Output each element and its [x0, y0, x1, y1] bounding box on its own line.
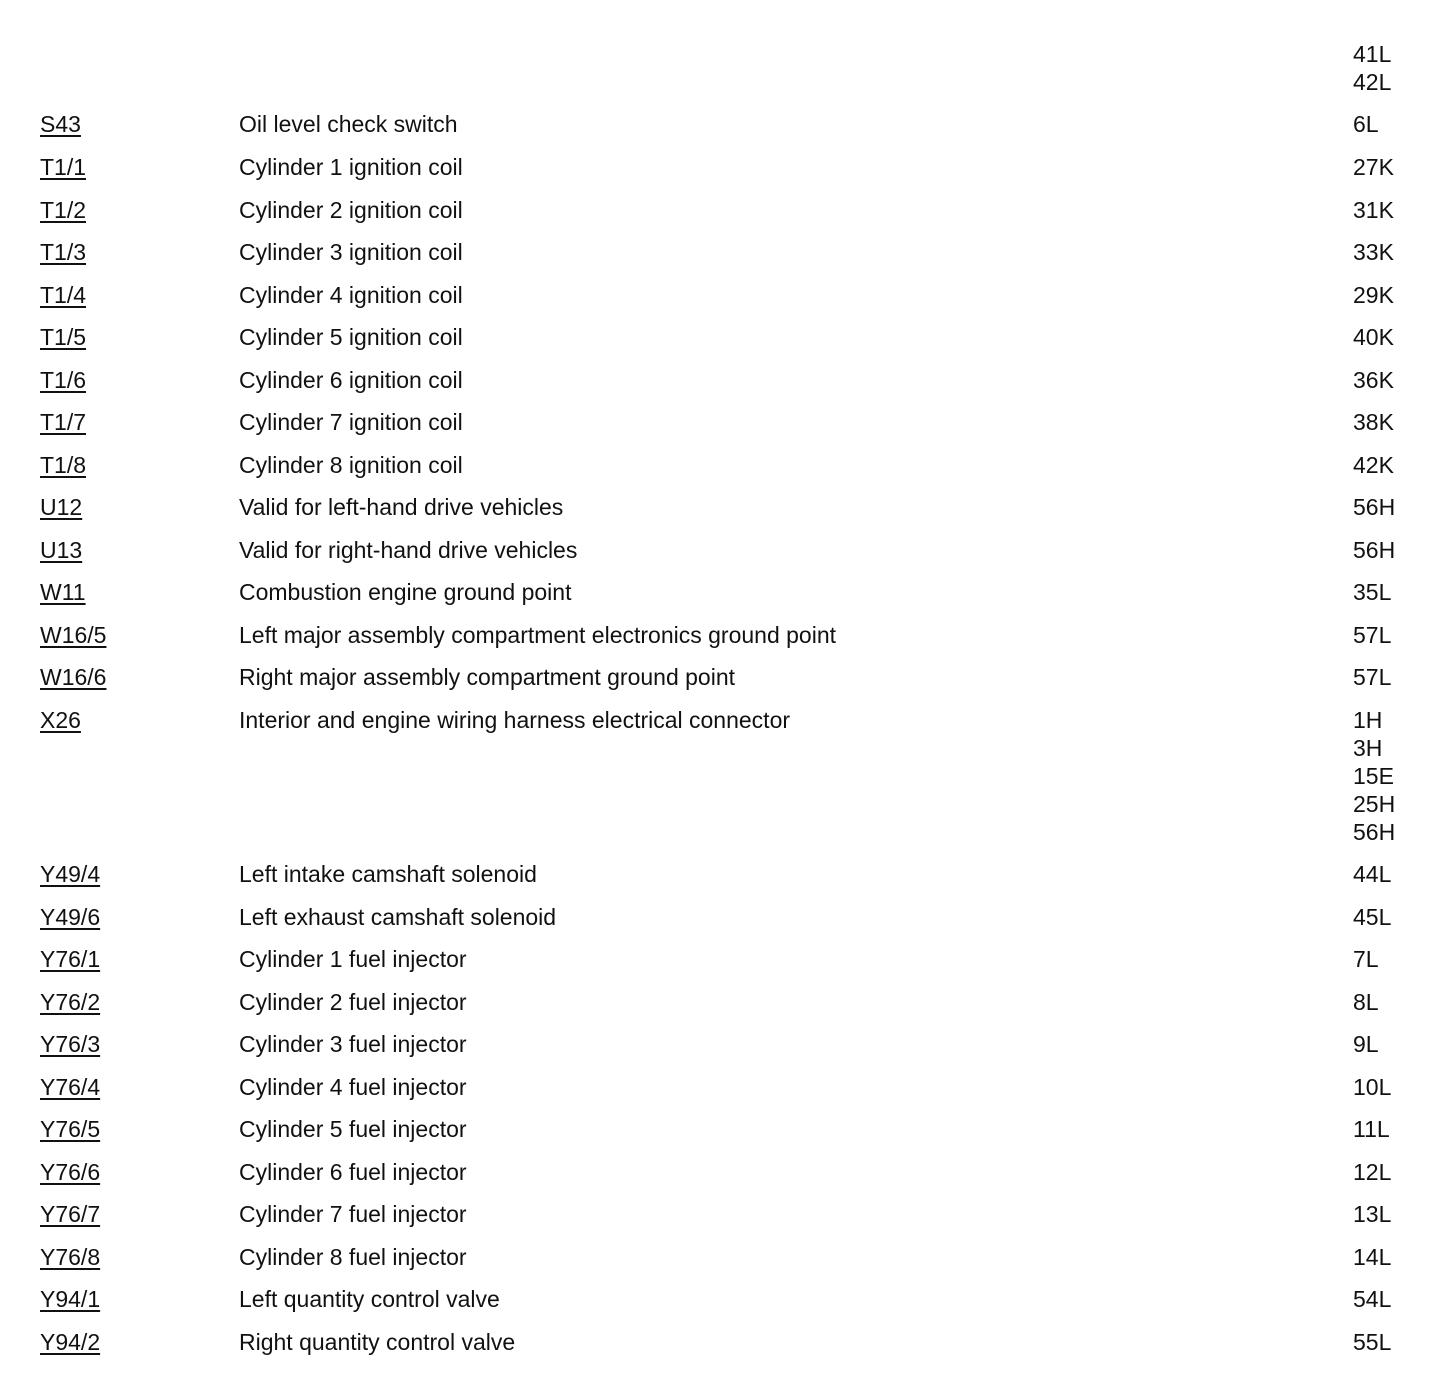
grid-reference: 1H	[1353, 707, 1383, 733]
grid-reference-list	[1353, 1073, 1391, 1101]
component-description: Cylinder 6 ignition coil	[239, 367, 463, 393]
legend-row	[0, 1243, 1456, 1271]
legend-row	[0, 1200, 1456, 1228]
component-code-link[interactable]: Y76/2	[40, 989, 101, 1015]
grid-reference-list	[1353, 153, 1394, 181]
grid-reference-list	[1353, 988, 1379, 1016]
legend-row	[0, 366, 1456, 394]
grid-reference-list	[1353, 621, 1391, 649]
grid-reference: 9L	[1353, 1031, 1379, 1057]
component-code-link[interactable]: T1/2	[40, 197, 87, 223]
component-code-link[interactable]: T1/8	[40, 452, 87, 478]
component-description: Right major assembly compartment ground point	[239, 664, 736, 690]
grid-reference: 13L	[1353, 1201, 1392, 1227]
legend-row	[0, 1328, 1456, 1356]
grid-reference-list	[1353, 1285, 1391, 1313]
legend-row	[0, 1285, 1456, 1313]
grid-reference: 33K	[1353, 239, 1394, 265]
grid-reference-list	[1353, 1243, 1391, 1271]
grid-reference-list	[1353, 1030, 1379, 1058]
component-description: Cylinder 2 fuel injector	[239, 989, 467, 1015]
component-code-link[interactable]: Y49/4	[40, 861, 101, 887]
grid-reference-list	[1353, 860, 1391, 888]
grid-reference: 55L	[1353, 1329, 1392, 1355]
component-description: Cylinder 3 ignition coil	[239, 239, 463, 265]
component-description: Oil level check switch	[239, 111, 458, 137]
grid-reference-list	[1353, 706, 1395, 846]
grid-reference: 57L	[1353, 622, 1392, 648]
grid-reference: 41L	[1353, 41, 1392, 67]
component-code-link[interactable]: X26	[40, 707, 81, 733]
legend-row	[0, 110, 1456, 138]
grid-reference-list	[1353, 1328, 1391, 1356]
component-description: Cylinder 8 fuel injector	[239, 1244, 467, 1270]
component-description: Cylinder 1 ignition coil	[239, 154, 463, 180]
component-description: Interior and engine wiring harness electrical connector	[239, 707, 791, 733]
grid-reference: 45L	[1353, 904, 1392, 930]
legend-row	[0, 1115, 1456, 1143]
component-description: Cylinder 1 fuel injector	[239, 946, 467, 972]
component-code-link[interactable]: Y49/6	[40, 904, 101, 930]
component-description: Cylinder 4 fuel injector	[239, 1074, 467, 1100]
component-description: Valid for left-hand drive vehicles	[239, 494, 564, 520]
grid-reference-list	[1353, 578, 1391, 606]
grid-reference: 15E	[1353, 763, 1394, 789]
legend-row	[0, 621, 1456, 649]
component-description: Cylinder 6 fuel injector	[239, 1159, 467, 1185]
component-description: Cylinder 7 fuel injector	[239, 1201, 467, 1227]
grid-reference: 35L	[1353, 579, 1392, 605]
grid-reference-list	[1353, 1115, 1390, 1143]
grid-reference: 14L	[1353, 1244, 1392, 1270]
grid-reference: 11L	[1353, 1116, 1390, 1142]
grid-reference-list	[1353, 1200, 1391, 1228]
legend-row	[0, 1158, 1456, 1186]
component-description: Cylinder 5 ignition coil	[239, 324, 463, 350]
component-description: Left exhaust camshaft solenoid	[239, 904, 557, 930]
grid-reference: 10L	[1353, 1074, 1392, 1100]
grid-reference-list	[1353, 451, 1394, 479]
grid-reference: 7L	[1353, 946, 1379, 972]
grid-reference-list	[1353, 281, 1394, 309]
grid-reference: 38K	[1353, 409, 1394, 435]
component-description: Left quantity control valve	[239, 1286, 500, 1312]
legend-row	[0, 988, 1456, 1016]
grid-reference-list	[1353, 536, 1395, 564]
legend-row	[0, 153, 1456, 181]
grid-reference: 12L	[1353, 1159, 1392, 1185]
component-description: Cylinder 7 ignition coil	[239, 409, 463, 435]
component-code-link[interactable]: Y94/1	[40, 1286, 101, 1312]
grid-reference: 27K	[1353, 154, 1394, 180]
component-description: Combustion engine ground point	[239, 579, 572, 605]
grid-reference: 29K	[1353, 282, 1394, 308]
grid-reference-list	[1353, 408, 1394, 436]
grid-reference: 42L	[1353, 69, 1392, 95]
component-description: Right quantity control valve	[239, 1329, 516, 1355]
legend-row	[0, 1030, 1456, 1058]
legend-row	[0, 706, 1456, 845]
legend-row	[0, 238, 1456, 266]
component-code-link[interactable]: U13	[40, 537, 83, 563]
legend-row	[0, 408, 1456, 436]
component-code-link[interactable]: S43	[40, 111, 81, 137]
grid-reference: 6L	[1353, 111, 1379, 137]
component-code-link[interactable]: Y76/5	[40, 1116, 101, 1142]
component-code-link[interactable]: T1/6	[40, 367, 87, 393]
grid-reference: 57L	[1353, 664, 1392, 690]
component-code-link[interactable]: Y76/7	[40, 1201, 101, 1227]
grid-reference: 40K	[1353, 324, 1394, 350]
legend-row	[0, 323, 1456, 351]
legend-row	[0, 578, 1456, 606]
grid-reference: 56H	[1353, 537, 1396, 563]
component-description: Left intake camshaft solenoid	[239, 861, 537, 887]
component-code-link[interactable]: Y94/2	[40, 1329, 101, 1355]
legend-row	[0, 663, 1456, 691]
grid-reference-list	[1353, 493, 1395, 521]
grid-reference: 8L	[1353, 989, 1379, 1015]
component-code-link[interactable]: T1/4	[40, 282, 87, 308]
grid-reference: 44L	[1353, 861, 1392, 887]
component-code-link[interactable]: Y76/8	[40, 1244, 101, 1270]
component-code-link[interactable]: T1/5	[40, 324, 87, 350]
grid-reference-list	[1353, 1158, 1391, 1186]
component-code-link[interactable]: T1/1	[40, 154, 87, 180]
grid-reference-list	[1353, 366, 1394, 394]
component-code-link[interactable]: Y76/1	[40, 946, 101, 972]
grid-reference: 25H	[1353, 791, 1396, 817]
grid-reference-list	[1353, 110, 1379, 138]
grid-reference-list	[1353, 903, 1391, 931]
legend-row	[0, 860, 1456, 888]
grid-reference: 42K	[1353, 452, 1394, 478]
grid-reference-list	[1353, 323, 1394, 351]
legend-row	[0, 1073, 1456, 1101]
legend-row	[0, 493, 1456, 521]
component-description: Cylinder 8 ignition coil	[239, 452, 463, 478]
component-description: Cylinder 4 ignition coil	[239, 282, 463, 308]
grid-reference-list	[1353, 663, 1391, 691]
legend-row	[0, 281, 1456, 309]
component-code-link[interactable]: W16/5	[40, 622, 107, 648]
legend-row-continuation	[0, 40, 1456, 95]
legend-row	[0, 903, 1456, 931]
component-code-link[interactable]: Y76/6	[40, 1159, 101, 1185]
grid-reference-list	[1353, 40, 1391, 96]
component-code-link[interactable]: Y76/3	[40, 1031, 101, 1057]
component-description: Valid for right-hand drive vehicles	[239, 537, 578, 563]
grid-reference: 54L	[1353, 1286, 1392, 1312]
component-description: Cylinder 3 fuel injector	[239, 1031, 467, 1057]
grid-reference: 36K	[1353, 367, 1394, 393]
component-code-link[interactable]: Y76/4	[40, 1074, 101, 1100]
component-code-link[interactable]: W11	[40, 579, 86, 605]
grid-reference: 56H	[1353, 819, 1396, 845]
component-code-link[interactable]: T1/7	[40, 409, 87, 435]
grid-reference: 56H	[1353, 494, 1396, 520]
component-code-link[interactable]: T1/3	[40, 239, 87, 265]
grid-reference-list	[1353, 196, 1394, 224]
grid-reference-list	[1353, 238, 1394, 266]
legend-row	[0, 536, 1456, 564]
grid-reference-list	[1353, 945, 1379, 973]
legend-row	[0, 945, 1456, 973]
component-description: Cylinder 5 fuel injector	[239, 1116, 467, 1142]
grid-reference: 3H	[1353, 735, 1383, 761]
legend-row	[0, 196, 1456, 224]
component-code-link[interactable]: W16/6	[40, 664, 107, 690]
legend-row	[0, 451, 1456, 479]
grid-reference: 31K	[1353, 197, 1394, 223]
component-description: Left major assembly compartment electronics ground point	[239, 622, 837, 648]
component-code-link[interactable]: U12	[40, 494, 83, 520]
component-description: Cylinder 2 ignition coil	[239, 197, 463, 223]
